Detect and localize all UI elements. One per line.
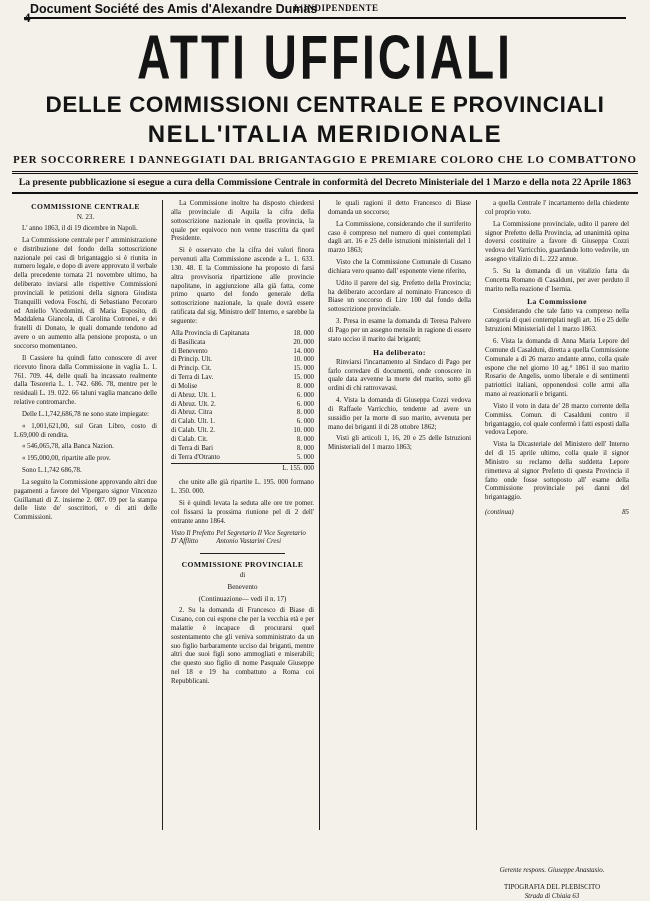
paragraph: Udito il parere del sig. Prefetto della Provincia; ha deliberato accordare al nominato Francesco di Biase un soccorso di Lire 100 dal fondo della sottoscrizione provinciale. xyxy=(328,279,471,314)
table-cell-value: 8. 000 xyxy=(296,409,314,417)
table-cell-name: di Calab. Cit. xyxy=(171,435,208,443)
table-cell-value: 15. 000 xyxy=(293,374,314,382)
column-4 xyxy=(483,200,634,830)
paragraph: 2. Su la domanda di Francesco di Biase di Cusano, con cui espone che per la vecchia età e per malattie è incapace di procurarsi quel sostentamento che gli veniva somministrato da un suo figlio barbaramente ucciso dai briganti, mentre altri due suoi figli sono ammogliati e miserabili; che questo suo figlio di nome Pasquale Giuseppe nel 18 e 19 ha combattuto a Roma coi Repubblicani. xyxy=(171,607,314,685)
paragraph: Sono L.1,742 686,78. xyxy=(22,467,82,475)
table-row xyxy=(171,445,314,454)
table-row xyxy=(171,365,314,374)
table-cell-name: di Abruz. Ult. 1. xyxy=(171,391,216,399)
table-cell-value: 6. 000 xyxy=(296,400,314,408)
table-row xyxy=(171,409,314,418)
masthead-subtitle-1: DELLE COMMISSIONI CENTRALE E PROVINCIALI xyxy=(45,92,605,117)
paragraph: a quella Centrale l' incartamento della chiedente col proprio voto. xyxy=(485,200,629,216)
paragraph: Delle L.1,742,686,78 ne sono state impiegate: xyxy=(22,410,149,418)
table-row xyxy=(171,348,314,357)
table-row xyxy=(171,418,314,427)
table-cell-value: 10. 000 xyxy=(293,427,314,435)
table-cell-value: 8. 000 xyxy=(296,382,314,390)
paragraph: La seguito la Commissione approvando altri due pagamenti a favore del Vipergaro signor Vincenzo Guillamati di Z. insieme 2. 087. 09 per la stampa delle liste de' soscrittori, e di atti delle Commissioni. xyxy=(14,478,157,522)
table-cell-name: di Terra di Lav. xyxy=(171,374,214,382)
continuation-label: (continua) xyxy=(485,509,514,517)
continuation-line xyxy=(485,509,629,516)
masthead xyxy=(12,21,638,168)
paragraph: 5. Su la domanda di un vitalizio fatta da Concetta Romano di Casalduni, per aver perduto il marito nella reazione d' Isernia. xyxy=(485,267,629,293)
section-divider xyxy=(200,553,286,554)
table-cell-name: di Princip. Cit. xyxy=(171,365,212,373)
table-cell-value: 10. 000 xyxy=(293,356,314,364)
table-cell-name: di Abruz. Ult. 2. xyxy=(171,400,216,408)
paragraph: 3. Presa in esame la domanda di Teresa Palvere di Pago per un assegno mensile in ragione di essere stato ucciso il marito dai briganti; xyxy=(328,318,471,343)
paragraph: « 1,001,621,00, sul Gran Libro, costo di L.69,000 di rendita. xyxy=(14,422,157,439)
table-cell-name: di Abruz. Citra xyxy=(171,409,213,417)
column-2 xyxy=(169,200,320,830)
page-number: 4 xyxy=(24,10,31,25)
allocation-table xyxy=(171,330,314,475)
newspaper-name: L'INDIPENDENTE xyxy=(294,3,379,13)
table-cell-value: 18. 000 xyxy=(293,329,314,337)
table-row xyxy=(171,454,314,463)
document-source-label: Document Société des Amis d'Alexandre Dumas xyxy=(30,2,318,16)
table-cell-name: di Terra d'Otranto xyxy=(171,453,220,461)
masthead-subtitle-2: NELL'ITALIA MERIDIONALE xyxy=(147,121,503,148)
paragraph: La Commissione, considerando che il surriferito caso è compreso nel numero di quei contemplati dagli art. 16 e 25 delle istruzioni ministeriali del 1 marzo 1863; xyxy=(328,220,471,255)
section-title: COMMISSIONE PROVINCIALE xyxy=(181,560,304,570)
paragraph: 6. Vista la domanda di Anna Maria Lepore del Comune di Casalduni, diretta a quella Commissione Comunale a dì 26 marzo andante anno, colla quale espone che nel giorno 10 ag.° 1861 il suo marito Rosario de Angelis, uomo liberale e di sentimenti patriottici italiani, opponendosi colle armi alla mano ai reazionarii e briganti. xyxy=(485,337,629,399)
paragraph: Vista la Dicasteriale del Ministero dell' Interno del dì 15 aprile ultimo, colla quale il signor Ministro su reclamo della suddetta Lepore rimetteva al signor Prefetto di questa Provincia il fatto onde fosse sottoposto all' esame della Commissione provinciale pei danni del brigantaggio. xyxy=(485,441,629,502)
paragraph: Rinviarsi l'incartamento al Sindaco di Pago per farlo corredare di documenti, onde conoscere in quale data avvenne la morte del marito, sotto gli ordini di chi rattrovavasi. xyxy=(328,358,471,393)
table-row xyxy=(171,356,314,365)
responsible-manager: Gerente respons. Giuseppe Anastasio. xyxy=(499,867,605,874)
table-cell-value: 8. 000 xyxy=(296,435,314,443)
column-3 xyxy=(326,200,477,830)
table-cell-value: 5. 000 xyxy=(296,453,314,461)
paragraph: L' anno 1863, il di 19 dicembre in Napoli. xyxy=(22,225,138,232)
column-1 xyxy=(12,200,163,830)
masthead-purpose: PER SOCCORRERE I DANNEGGIATI DAL BRIGANTAGGIO E PREMIARE COLORO CHE LO COMBATTONO xyxy=(13,154,637,166)
table-cell-name: di Basilicata xyxy=(171,338,206,346)
paragraph: La Commissione provinciale, udito il parere del signor Prefetto della Provincia, ad unanimità opina doversi costituire a favore di Giuseppa Cozzi vedova del Varricchio, guardando lotto vedovile, un assegno vitalizio di L. 222 annue. xyxy=(485,220,629,264)
table-cell-value: 14. 000 xyxy=(293,347,314,355)
paragraph: che unite alle già ripartite L. 195. 000 formano L. 350. 000. xyxy=(171,479,314,496)
paragraph: Visto il voto in data de' 28 marzo corrente della Commiss. Comun. di Casalduni contro il brigantaggio, col quale confermò i fatti esposti dalla vedova Lepore. xyxy=(485,402,629,437)
section-title: COMMISSIONE CENTRALE xyxy=(31,202,140,211)
section-continuation: (Continuazione— vedi il n. 17) xyxy=(198,595,287,604)
paragraph: La Commissione inoltre ha disposto chiedersi alla provinciale di Aquila la cifra della sottoscrizione nazionale in quella provincia, la quale per equivoco non venne trascritta da quel Presidente. xyxy=(171,200,314,243)
section-heading: Ha deliberato: xyxy=(373,347,426,357)
paragraph: Il Cassiere ha quindi fatto conoscere di aver ricevuto finora dalla Commissione in vaglia L. 1. 761. 709. 44, delle quali ha incassato realmente dalla Tesoreria L. 1. 742. 686. 78, mentre per le residuali L. 19. 022. 66 taluni vaglia mancano delle relative contromarche. xyxy=(14,354,157,407)
section-number: N. 23. xyxy=(76,213,95,221)
publication-note: La presente pubblicazione si esegue a cura della Commissione Centrale in conformità del Decreto Ministeriale del 1 Marzo e della nota 22 Aprile 1863 xyxy=(18,177,632,188)
paragraph: Visto che la Commissione Comunale di Cusano dichiara vero quanto dall' esponente viene riferito, xyxy=(328,259,471,275)
imprint xyxy=(466,866,638,901)
table-row xyxy=(171,383,314,392)
section-place: Benevento xyxy=(227,583,258,592)
table-cell-name: di Calab. Ult. 1. xyxy=(171,418,216,426)
table-row xyxy=(171,339,314,348)
paragraph: Considerando che tale fatto va compreso nella categoria di quei contemplati negli art. 16 e 25 delle Istruzioni Ministeriali del 1 marzo 1863. xyxy=(485,308,629,334)
paragraph: Si è osservato che la cifra dei valori finora pervenuti alla Commissione ascende a L. 1. 633. 130. 48. E la Commissione ha proposto di farsi altra provvisoria ripartizione alle provincie napolitane, in aggiunzione alla già fatta, come primo quarto del fondo generale della sottoscrizione nazionale, la quale dovrà essere ratificata dal sig. Ministro dell' Interno, e sarebbe la seguente: xyxy=(171,247,314,325)
table-row xyxy=(171,330,314,339)
table-total: L. 155. 000 xyxy=(171,463,314,474)
table-cell-name: di Molise xyxy=(171,382,198,390)
paragraph: le quali ragioni il detto Francesco di Biase domanda un soccorso; xyxy=(328,200,471,216)
signature-left: Visto Il Prefetto D' Afflitto xyxy=(171,529,215,546)
top-bar xyxy=(12,0,638,25)
page-reference: 85 xyxy=(622,509,629,517)
section-heading: La Commissione xyxy=(527,297,587,307)
table-row xyxy=(171,427,314,436)
signatures xyxy=(171,530,314,548)
printer-name: TIPOGRAFIA DEL PLEBISCITO xyxy=(503,884,601,891)
table-cell-value: 6. 000 xyxy=(296,418,314,426)
table-row xyxy=(171,392,314,401)
masthead-title: ATTI UFFICIALI xyxy=(137,21,513,93)
top-rule xyxy=(24,17,626,19)
paragraph: « 546,065,78, alla Banca Nazion. xyxy=(22,443,114,451)
signature-right: Pel Segretario Il Vice Segretario Antonio Vastarini Cresi xyxy=(216,529,306,546)
section-subtitle: di xyxy=(239,571,246,580)
paragraph: Visti gli articoli 1, 16, 20 e 25 delle Istruzioni Ministeriali del 1 marzo 1863; xyxy=(328,435,471,452)
paragraph: « 195,000,00, ripartite alle prov. xyxy=(22,455,111,463)
table-row xyxy=(171,436,314,445)
table-cell-name: di Benevento xyxy=(171,347,208,355)
table-cell-name: di Calab. Ult. 2. xyxy=(171,427,216,435)
table-cell-name: di Princip. Ult. xyxy=(171,356,212,364)
table-cell-value: 20. 000 xyxy=(293,338,314,346)
table-row xyxy=(171,401,314,410)
printer-address: Strada di Chiaia 63 xyxy=(524,893,580,900)
table-row xyxy=(171,374,314,383)
paragraph: 4. Vista la domanda di Giuseppa Cozzi vedova di Raffaele Varricchio, tendente ad avere un sussidio per la morte di suo marito, avvenuta per mano dei briganti il di 28 ottobre 1862; xyxy=(328,397,471,431)
paragraph: La Commissione centrale per l' amministrazione e distribuzione del fondo della sottoscrizione nazionale pei casi di brigantaggio si è riunita in numero legale, e dopo di avere approvato il verbale della precedente tornata 21 novembre ultimo, ha deliberato inviarsi alle rispettive Commissioni provinciali le petizioni della signora Giudista Tranquilli vedova Foschi, di Sebastiano Pecoraro ed Aniello Vicedomini, di Maria Esposito, di Maddalena Giancola, di Carolina Cotronei, e dei fratelli di Donato, le quali domande tendono ad avere o un aumento alla pensione proposta, o un soccorso momentaneo. xyxy=(14,236,157,350)
article-columns xyxy=(12,194,638,830)
table-cell-name: Alla Provincia di Capitanata xyxy=(171,329,250,337)
paragraph: Si è quindi levata la seduta alle ore tre pomer. col fissarsi la prossima riunione pel di 2 dell' entrante anno 1864. xyxy=(171,500,314,525)
table-cell-value: 15. 000 xyxy=(293,365,314,373)
table-cell-value: 8. 000 xyxy=(296,444,314,452)
masthead-rule xyxy=(12,171,638,174)
table-cell-value: 6. 000 xyxy=(296,391,314,399)
table-cell-name: di Terra di Bari xyxy=(171,444,214,452)
